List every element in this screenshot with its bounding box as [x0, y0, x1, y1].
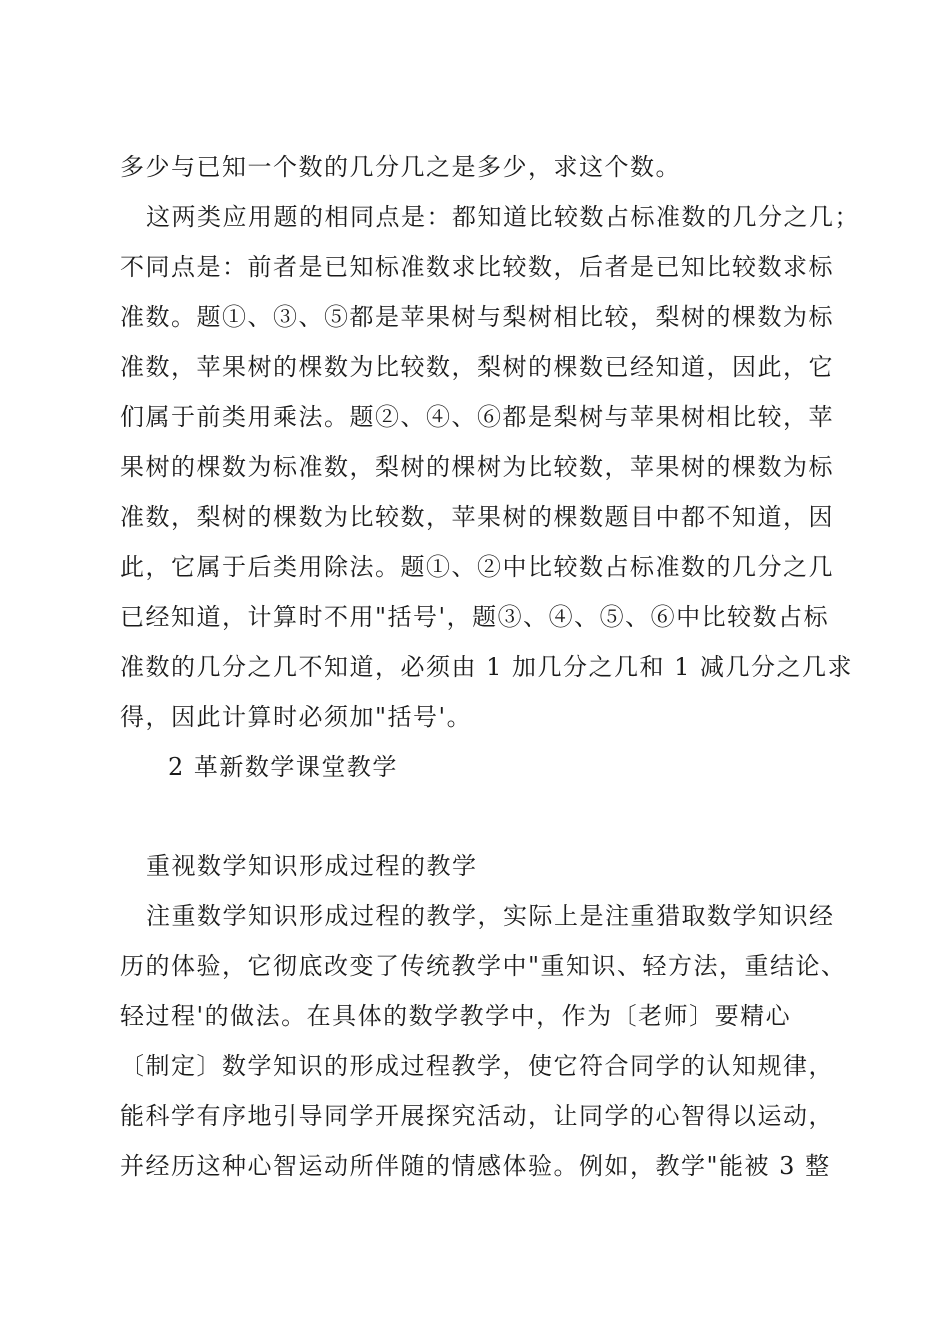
- text-line: 们属于前类用乘法。题②、④、⑥都是梨树与苹果树相比较，苹: [120, 403, 834, 431]
- text-line: 〔制定〕数学知识的形成过程教学，使它符合同学的认知规律，: [120, 1052, 834, 1080]
- text-line: 准数的几分之几不知道，必须由 1 加几分之几和 1 减几分之几求: [120, 653, 854, 681]
- text-line: 已经知道，计算时不用"括号'，题③、④、⑤、⑥中比较数占标: [120, 603, 830, 631]
- text-line: 多少与已知一个数的几分几之是多少，求这个数。: [120, 153, 681, 181]
- text-line: 得，因此计算时必须加"括号'。: [120, 703, 473, 731]
- text-line: 不同点是：前者是已知标准数求比较数，后者是已知比较数求标: [120, 253, 834, 281]
- text-line: 并经历这种心智运动所伴随的情感体验。例如，教学"能被 3 整: [120, 1152, 831, 1180]
- paragraph-first-line: 注重数学知识形成过程的教学，实际上是注重猎取数学知识经: [146, 902, 835, 930]
- text-line: 此，它属于后类用除法。题①、②中比较数占标准数的几分之几: [120, 553, 834, 581]
- text-line: 历的体验，它彻底改变了传统教学中"重知识、轻方法，重结论、: [120, 952, 847, 980]
- section-heading: 2 革新数学课堂教学: [168, 753, 398, 781]
- subsection-heading: 重视数学知识形成过程的教学: [146, 852, 478, 880]
- text-line: 准数。题①、③、⑤都是苹果树与梨树相比较，梨树的棵数为标: [120, 303, 834, 331]
- text-line: 轻过程'的做法。在具体的数学教学中，作为〔老师〕要精心: [120, 1002, 792, 1030]
- text-line: 准数，梨树的棵数为比较数，苹果树的棵数题目中都不知道，因: [120, 503, 834, 531]
- text-line: 能科学有序地引导同学开展探究活动，让同学的心智得以运动，: [120, 1102, 834, 1130]
- text-line: 果树的棵数为标准数，梨树的棵树为比较数，苹果树的棵数为标: [120, 453, 834, 481]
- text-line: 准数，苹果树的棵数为比较数，梨树的棵数已经知道，因此，它: [120, 353, 834, 381]
- paragraph-first-line: 这两类应用题的相同点是：都知道比较数占标准数的几分之几；: [146, 203, 860, 231]
